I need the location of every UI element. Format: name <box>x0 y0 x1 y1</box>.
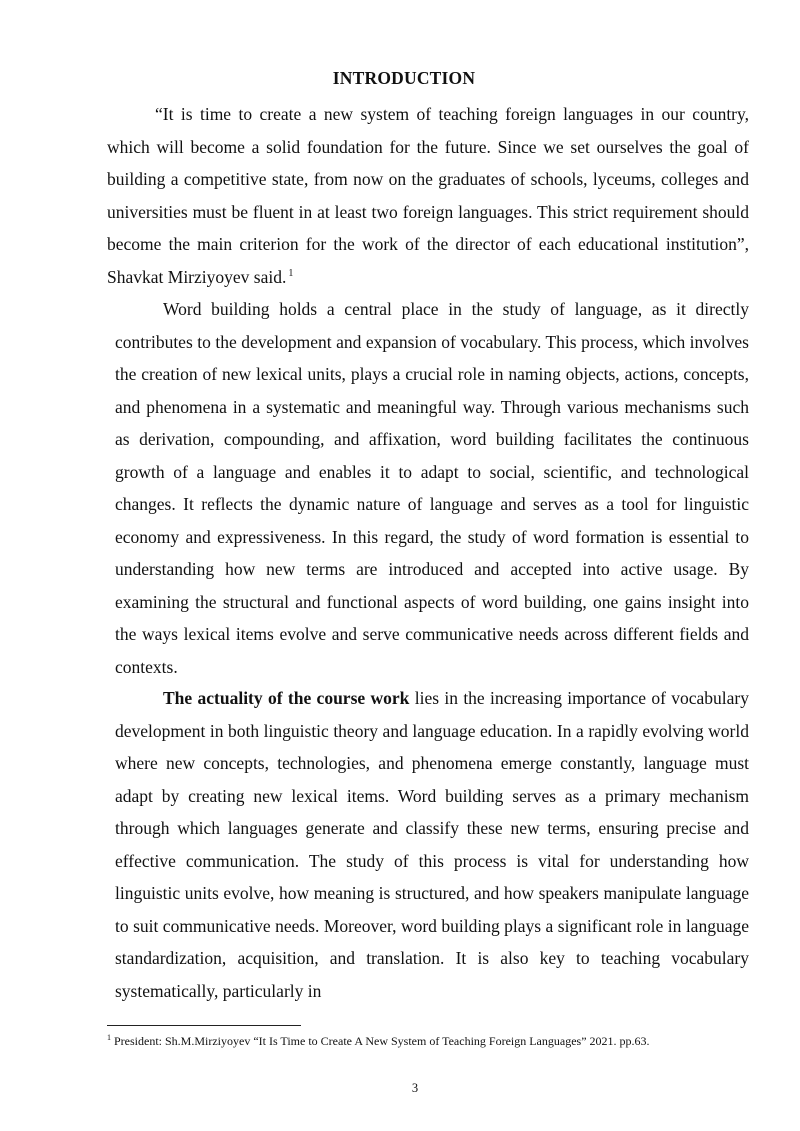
section-heading: INTRODUCTION <box>332 68 476 88</box>
footnote-text: President: Sh.M.Mirziyoyev “It Is Time to Create A New System of Teaching Foreign Languages” 2021. pp.63. <box>114 1034 650 1048</box>
footnote <box>107 1033 767 1049</box>
paragraph-word-building <box>115 293 749 683</box>
paragraph-actuality-lead: The actuality of the course work <box>163 688 410 708</box>
paragraph-word-building-text: Word building holds a central place in the study of language, as it directly contributes to the development and expansion of vocabulary. This process, which involves the creation of new lexical units, plays a crucial role in naming objects, actions, concepts, and phenomena in a systematic and meaningful way. Through various mechanisms such as derivation, compounding, and affixation, word building facilitates the continuous growth of a language and enables it to adapt to social, scientific, and technological changes. It reflects the dynamic nature of language and serves as a tool for linguistic economy and expressiveness. In this regard, the study of word formation is essential to understanding how new terms are introduced and accepted into active usage. By examining the structural and functional aspects of word building, one gains insight into the ways lexical items evolve and serve communicative needs across different fields and contexts. <box>115 299 749 677</box>
footnote-separator <box>107 1025 301 1026</box>
footnote-reference: 1 <box>288 267 294 279</box>
paragraph-quote-text: “It is time to create a new system of teaching foreign languages in our country, which will become a solid foundation for the future. Since we set ourselves the goal of building a competitive state, from now on the graduates of schools, lyceums, colleges and universities must be fluent in at least two foreign languages. This strict requirement should become the main criterion for the work of the director of each educational institution”, Shavkat Mirziyoyev said. <box>107 104 749 287</box>
paragraph-actuality <box>115 682 749 1007</box>
paragraph-quote <box>107 98 749 293</box>
page-number: 3 <box>411 1081 419 1095</box>
paragraph-actuality-text: lies in the increasing importance of vocabulary development in both linguistic theory and language education. In a rapidly evolving world where new concepts, technologies, and phenomena emerge constantly, language must adapt by creating new lexical items. Word building serves as a primary mechanism through which languages generate and classify these new terms, ensuring precise and effective communication. The study of this process is vital for understanding how linguistic units evolve, how meaning is structured, and how speakers manipulate language to suit communicative needs. Moreover, word building plays a significant role in language standardization, acquisition, and translation. It is also key to teaching vocabulary systematically, particularly in <box>115 688 749 1001</box>
footnote-marker: 1 <box>107 1033 111 1042</box>
